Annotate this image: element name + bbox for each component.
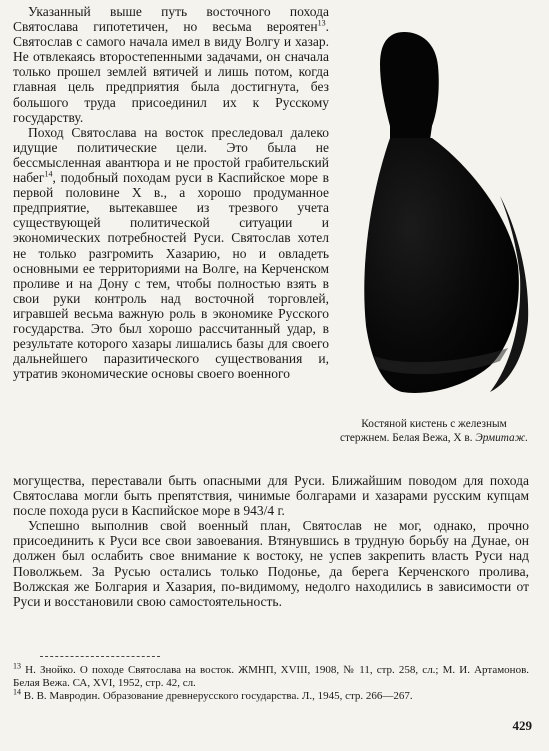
- footnote-separator: [40, 656, 160, 657]
- paragraph-1: Указанный выше путь восточного похода Святослава гипотетичен, но весьма вероятен$^{13}$. Святослав с самого начала имел в виду Волгу и хазар. Не отвлекаясь второстепенными задачами, он сначала только прошел землей вятичей и лишь потом, когда главная цель предприятия была достигнута, без большого труда присоединил их к Русскому государству.: [13, 4, 329, 125]
- footnote-ref-13[interactable]: 13: [317, 18, 326, 28]
- caption-source: Эрмитаж.: [475, 431, 529, 444]
- page-number: 429: [512, 718, 532, 733]
- paragraph-2-continued: могущества, переставали быть опасными для Руси. Ближайшим поводом для похода Святослава могли быть препятствия, чинимые болгарами и хазарами русским купцам после похода руси в Каспийское море в 943/4 г.: [13, 473, 529, 519]
- paragraph-3: Успешно выполнив свой военный план, Святослав не мог, однако, прочно присоединить к Руси все свои завоевания. Втянувшись в трудную борьбу на Дунае, он должен был ослабить свое внимание к востоку, не успев закрепить власть Руси над Поволжьем. За Русью остались только Подонье, да берега Керченского пролива, Волжская же Болгария и Хазария, по-видимому, недолго находились в зависимости от Руси и восстановили свою самостоятельность.: [13, 518, 529, 609]
- footnote-ref-14[interactable]: 14: [44, 169, 53, 179]
- bone-flail-photo: [340, 26, 537, 412]
- full-width-text: [13, 473, 529, 609]
- figure-caption: Костяной кистень с железным стержнем. Белая Вежа, X в. Эрмитаж.: [339, 418, 529, 444]
- top-knob: [380, 32, 439, 144]
- footnote-13: $^{13}$ Н. Знойко. О походе Святослава на восток. ЖМНП, XVIII, 1908, № 11, стр. 258, сл.; М. И. Артамонов. Белая Вежа. СА, XVI, 1952, стр. 42, сл.: [13, 661, 530, 689]
- left-column-text: [13, 4, 329, 381]
- paragraph-2: Поход Святослава на восток преследовал далеко идущие политические цели. Это была не бессмысленная авантюра и не простой грабительский набег$^{14}$, подобный походам руси в Каспийское море в первой половине X в., а хорошо продуманное предприятие, вытекавшее из трезвого учета существующей политической ситуации и экономических потребностей Руси. Святослав хотел не только разгромить Хазарию, но и овладеть основными ее территориями на Волге, на Керченском проливе и на Дону с тем, чтобы полностью взять в свои руки контроль над восточной торговлей, игравшей весьма важную роль в экономике Русского государства. Это был хорошо рассчитанный удар, в результате которого хазары лишались базы для своего дальнейшего паразитического существования и, утратив экономические основы своего военного: [13, 124, 329, 382]
- footnote-14: $^{14}$ В. В. Мавродин. Образование древнерусского государства. Л., 1945, стр. 266—267.: [13, 687, 413, 702]
